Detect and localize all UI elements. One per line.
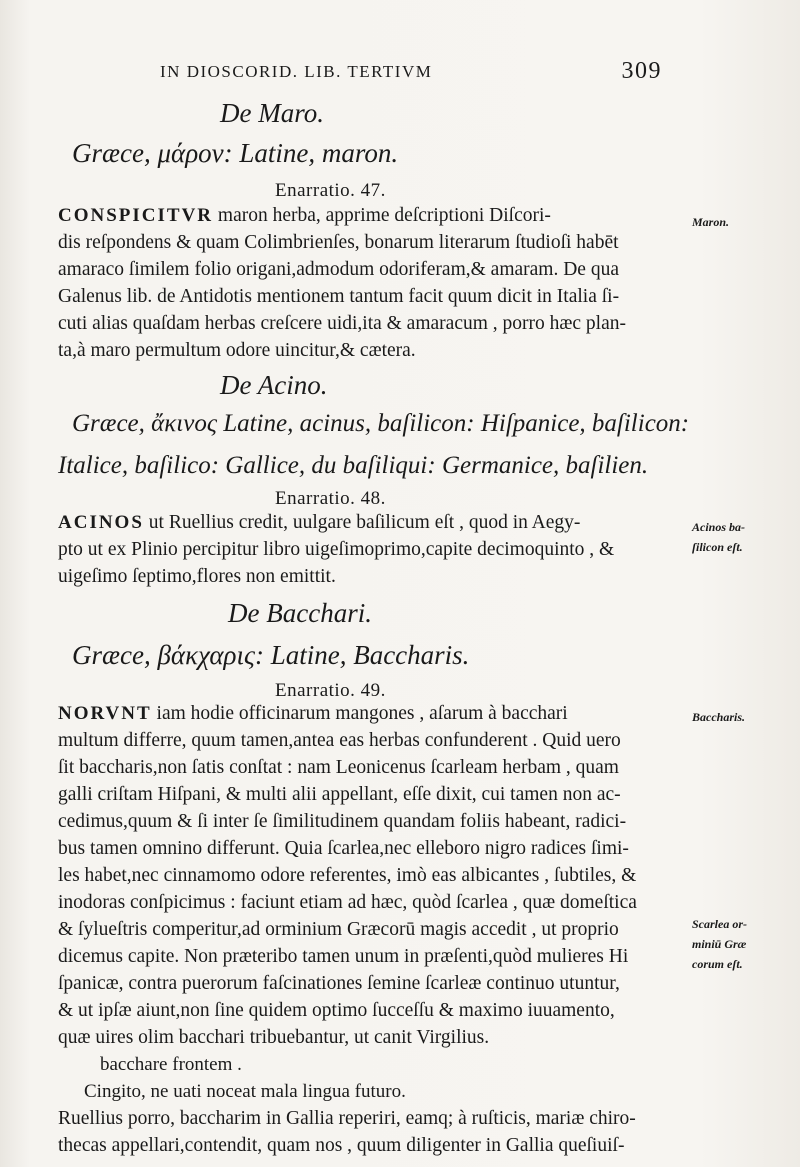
text-line: dicemus capite. Non præteribo tamen unum in præſenti,quòd mulieres Hi bbox=[58, 946, 629, 967]
text-line: les habet,nec cinnamomo odore referentes, imò eas albicantes , ſubtiles, & bbox=[58, 865, 637, 886]
enarratio-48: Enarratio. 48. bbox=[275, 488, 386, 509]
section-title-maro: De Maro. bbox=[220, 98, 324, 128]
names-bacchari: Græce, βάκχαρις: Latine, Baccharis. bbox=[72, 640, 470, 670]
margin-note-baccharis: Baccharis. bbox=[692, 710, 746, 724]
text-line: Galenus lib. de Antidotis mentionem tantum facit quum dicit in Italia ſi- bbox=[58, 286, 620, 307]
text-line: dis reſpondens & quam Colimbrienſes, bonarum literarum ſtudioſi habēt bbox=[58, 232, 619, 253]
text-line: & ut ipſæ aiunt,non ſine quidem optimo ſucceſſu & maximo iuuamento, bbox=[58, 1000, 615, 1021]
text-line: & ſylueſtris comperitur,ad orminium Græcorū magis accedit , ut proprio bbox=[58, 919, 619, 940]
text-line: amaraco ſimilem folio origani,admodum odoriferam,& amaram. De qua bbox=[58, 259, 619, 280]
section-title-bacchari: De Bacchari. bbox=[228, 598, 372, 628]
page-number: 309 bbox=[621, 58, 662, 84]
text-line: quæ uires olim bacchari tribuebantur, ut canit Virgilius. bbox=[58, 1027, 490, 1048]
running-title: IN DIOSCORID. LIB. TERTIVM bbox=[160, 62, 433, 81]
margin-note-scarlea-2: miniū Græ bbox=[692, 937, 747, 951]
text-line: pto ut ex Plinio percipitur libro uigeſimoprimo,capite decimoquinto , & bbox=[58, 539, 615, 560]
lead-word-maro: CONSPICITVR bbox=[58, 205, 214, 226]
text-line: cedimus,quum & ſi inter ſe ſimilitudinem quandam foliis habeant, radici- bbox=[58, 811, 627, 832]
text-line: galli criſtam Hiſpani, & multi alii appellant, eſſe dixit, cui tamen non ac- bbox=[58, 784, 621, 805]
text-line: ſpanicæ, contra puerorum faſcinationes ſemine ſcarleæ continuo utuntur, bbox=[58, 973, 620, 994]
names-acino-1: Græce, ἄκινος Latine, acinus, baſilicon: Hiſpanice, baſilicon: bbox=[72, 410, 690, 437]
text-line: inodoras conſpicimus : faciunt etiam ad hæc, quòd ſcarlea , quæ domeſtica bbox=[58, 892, 637, 913]
verse-line-2: Cingito, ne uati noceat mala lingua futuro. bbox=[84, 1081, 406, 1102]
text-line: iam hodie officinarum mangones , aſarum à bacchari bbox=[156, 703, 568, 724]
text-line: thecas appellari,contendit, quam nos , quum diligenter in Gallia queſiuiſ- bbox=[58, 1135, 625, 1156]
section-title-acino: De Acino. bbox=[220, 370, 328, 400]
margin-note-scarlea-3: corum eſt. bbox=[692, 957, 743, 971]
text-line: ta,à maro permultum odore uincitur,& cætera. bbox=[58, 340, 416, 361]
paragraph-maro-first bbox=[58, 205, 551, 227]
text-line: uigeſimo ſeptimo,flores non emittit. bbox=[58, 566, 336, 587]
lead-word-bacchari: NORVNT bbox=[58, 703, 152, 724]
verse-line-1: bacchare frontem . bbox=[100, 1054, 242, 1075]
lead-word-acino: ACINOS bbox=[58, 512, 144, 533]
paragraph-acino-first bbox=[58, 512, 580, 534]
enarratio-49: Enarratio. 49. bbox=[275, 680, 386, 701]
margin-note-maron: Maron. bbox=[692, 215, 730, 229]
enarratio-47: Enarratio. 47. bbox=[275, 180, 386, 201]
names-acino-2: Italice, baſilico: Gallice, du baſiliqui: Germanice, baſilien. bbox=[58, 452, 649, 479]
text-line: multum differre, quum tamen,antea eas herbas confunderent . Quid uero bbox=[58, 730, 621, 751]
names-maro: Græce, μάρον: Latine, maron. bbox=[72, 138, 399, 168]
text-line: cuti alias quaſdam herbas creſcere uidi,ita & amaracum , porro hæc plan- bbox=[58, 313, 626, 334]
text-line: ſit baccharis,non ſatis conſtat : nam Leonicenus ſcarleam herbam , quam bbox=[58, 757, 619, 778]
margin-note-acinos-2: ſilicon eſt. bbox=[692, 540, 743, 554]
text-line: ut Ruellius credit, uulgare baſilicum eſt , quod in Aegy- bbox=[148, 512, 581, 533]
text-line: bus tamen omnino differunt. Quia ſcarlea,nec elleboro nigro radices ſimi- bbox=[58, 838, 629, 859]
text-line: maron herba, apprime deſcriptioni Diſcori- bbox=[217, 205, 551, 226]
text-line: Ruellius porro, baccharim in Gallia reperiri, eamq; à ruſticis, mariæ chiro- bbox=[58, 1108, 636, 1129]
margin-note-scarlea-1: Scarlea or- bbox=[692, 917, 747, 931]
margin-note-acinos-1: Acinos ba- bbox=[692, 520, 746, 534]
paragraph-bacchari-first bbox=[58, 703, 568, 725]
